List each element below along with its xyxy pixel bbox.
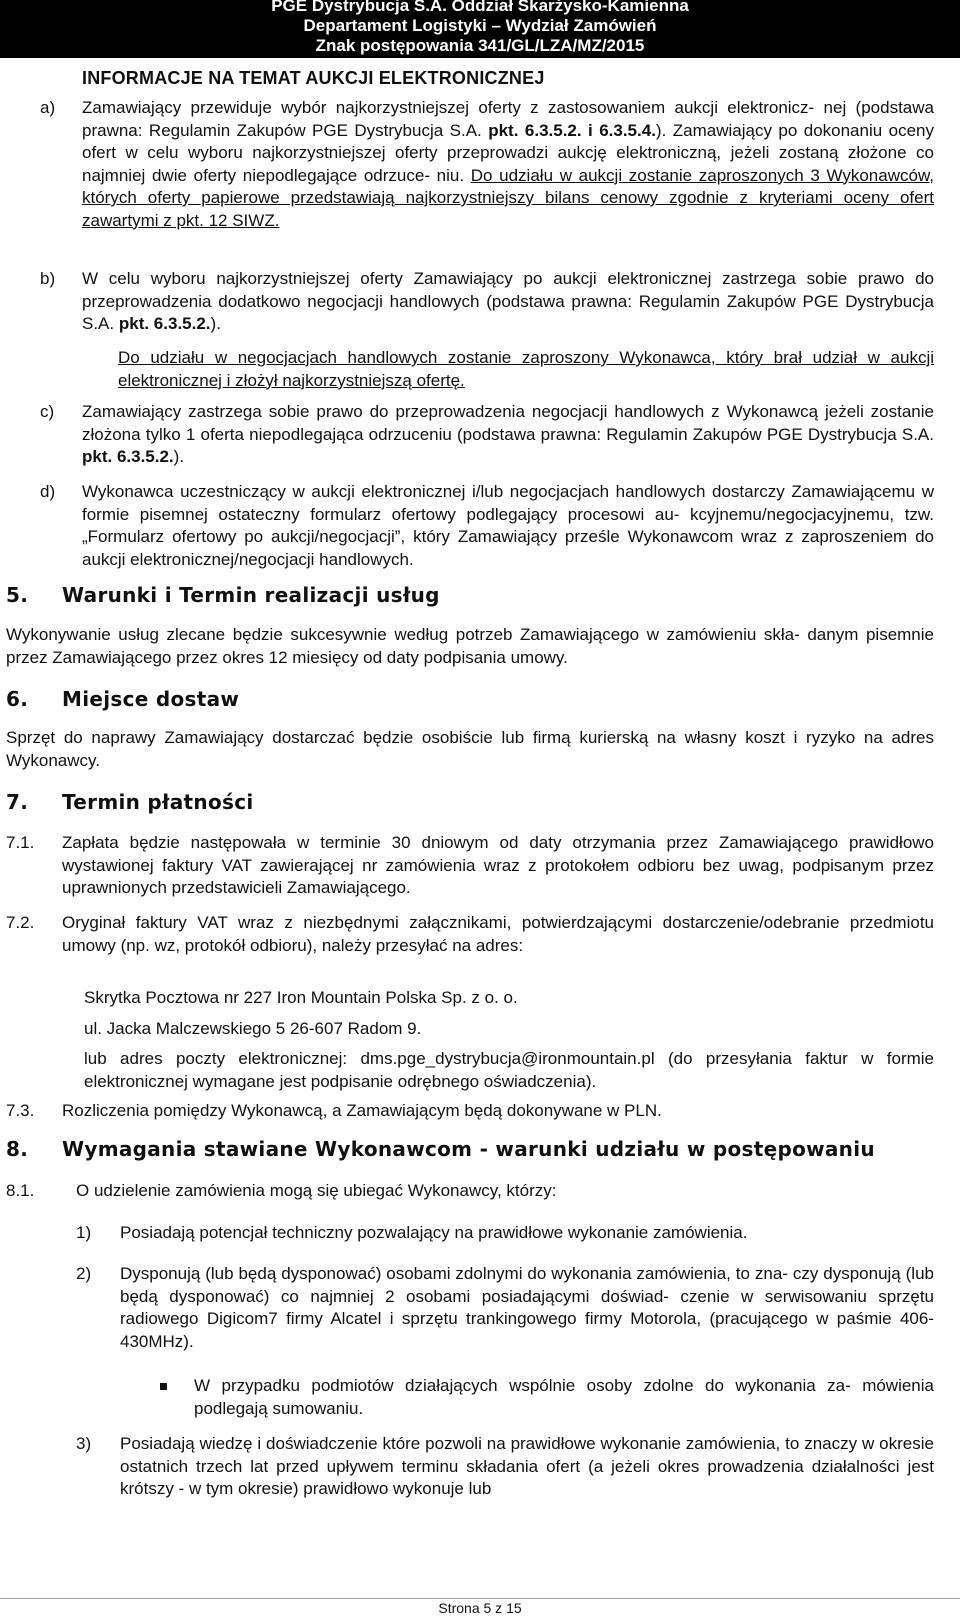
section-8-title: Wymagania stawiane Wykonawcom - warunki udziału w postępowaniu [62, 1137, 875, 1161]
item-d-marker: d) [40, 482, 56, 501]
address-email: lub adres poczty elektronicznej: dms.pge_dystrybucja@ironmountain.pl (do przesyłania faktur w formie elektronicznej wymagane jest podpisanie odrębnego oświadczenia). [84, 1049, 934, 1091]
section-7-title: Termin płatności [62, 790, 254, 814]
auction-title: INFORMACJE NA TEMAT AUKCJI ELEKTRONICZNEJ [82, 68, 545, 88]
item-d-paragraph: Wykonawca uczestniczący w aukcji elektronicznej i/lub negocjacjach handlowych dostarczy Zamawiającemu w formie pisemnej ostateczny formularz ofertowy podlegający procesowi au- kcyjnemu/negocjacyjnemu, tzw. „Formularz ofertowy po aukcji/negocjacji”, który Zamawiający prześle Wykonawcom wraz z zaproszeniem do aukcji elektronicznej/negocjacji handlowych. [82, 482, 934, 569]
item-b-paragraph: W celu wyboru najkorzystniejszej oferty Zamawiający po aukcji elektronicznej zastrzega sobie prawo do przeprowadzenia dodatkowo negocjacji handlowych (podstawa prawna: Regulamin Zakupów PGE Dystrybucja S.A. pkt. 6.3.5.2.). [82, 269, 934, 333]
section-6-number: 6. [6, 687, 29, 711]
point-8-1-number: 8.1. [6, 1181, 35, 1200]
address-line-2: ul. Jacka Malczewskiego 5 26-607 Radom 9. [84, 1019, 422, 1038]
item-a-marker: a) [40, 98, 56, 117]
header-department: Departament Logistyki – Wydział Zamówień [303, 16, 657, 35]
point-7-2-text: Oryginał faktury VAT wraz z niezbędnymi załącznikami, potwierdzającymi dostarczenie/odebranie przedmiotu umowy (np. wz, protokół odbioru), należy przesyłać na adres: [62, 913, 934, 955]
req-2-bullet-text: W przypadku podmiotów działających wspólnie osoby zdolne do wykonania za- mówienia podlegają sumowaniu. [194, 1376, 934, 1418]
address-line-1: Skrytka Pocztowa nr 227 Iron Mountain Polska Sp. z o. o. [84, 988, 518, 1007]
section-6-title: Miejsce dostaw [62, 687, 240, 711]
section-7-number: 7. [6, 790, 29, 814]
section-6-body: Sprzęt do naprawy Zamawiający dostarczać będzie osobiście lub firmą kurierską na własny koszt i ryzyko na adres Wykonawcy. [6, 728, 934, 770]
point-7-3-text: Rozliczenia pomiędzy Wykonawcą, a Zamawiającym będą dokonywane w PLN. [62, 1101, 662, 1120]
item-a-underlined: Do udziału w aukcji zostanie zaproszonych 3 Wykonawców, których oferty papierowe przedstawiają najkorzystniejszy bilans cenowy zgodnie z kryteriami oceny ofert zawartymi z pkt. 12 SIWZ. [82, 165, 934, 230]
item-b-marker: b) [40, 269, 56, 288]
footer-divider [0, 1598, 960, 1599]
point-7-1-number: 7.1. [6, 833, 35, 852]
item-b-note: Do udziału w negocjacjach handlowych zostanie zaproszony Wykonawca, który brał udział w aukcji elektronicznej i złożył najkorzystniejszą ofertę. [118, 348, 934, 390]
req-2-text: Dysponują (lub będą dysponować) osobami zdolnymi do wykonania zamówienia, to zna- czy dysponują (lub będą dysponować) co najmniej 2 osobami posiadającymi doświad- czenie w serwisowaniu sprzętu radiowego Digicom7 firmy Alcatel i sprzętu trankingowego firmy Motorola, (pracującego w paśmie 406-430MHz). [120, 1264, 934, 1351]
page-number: Strona 5 z 15 [438, 1600, 522, 1616]
header-company: PGE Dystrybucja S.A. Oddział Skarżysko-Kamienna [271, 0, 689, 15]
req-3-text: Posiadają wiedzę i doświadczenie które pozwoli na prawidłowe wykonanie zamówienia, to znaczy w okresie ostatnich trzech lat przed upływem terminu składania ofert (a jeżeli okres prowadzenia działalności jest krótszy - w tym okresie) prawidłowo wykonuje lub [120, 1434, 934, 1498]
req-2-number: 2) [76, 1264, 92, 1283]
section-5-title: Warunki i Termin realizacji usług [62, 583, 440, 607]
req-1-number: 1) [76, 1223, 92, 1242]
point-7-3-number: 7.3. [6, 1101, 35, 1120]
item-c-paragraph: Zamawiający zastrzega sobie prawo do przeprowadzenia negocjacji handlowych z Wykonawcą jeżeli zostanie złożona tylko 1 oferta niepodlegająca odrzuceniu (podstawa prawna: Regulamin Zakupów PGE Dystrybucja S.A. pkt. 6.3.5.2.). [82, 402, 934, 466]
section-5-number: 5. [6, 583, 29, 607]
req-1-text: Posiadają potencjał techniczny pozwalający na prawidłowe wykonanie zamówienia. [120, 1223, 748, 1242]
square-bullet-icon [160, 1383, 167, 1390]
point-7-2-number: 7.2. [6, 913, 35, 932]
point-7-1-text: Zapłata będzie następowała w terminie 30 dniowym od daty otrzymania przez Zamawiającego prawidłowo wystawionej faktury VAT zawierającej nr zamówienia wraz z protokołem odbioru bez uwag, podpisanym przez uprawnionych przedstawicieli Zamawiającego. [62, 833, 934, 897]
req-3-number: 3) [76, 1434, 92, 1453]
point-8-1-text: O udzielenie zamówienia mogą się ubiegać Wykonawcy, którzy: [76, 1181, 557, 1200]
item-c-marker: c) [40, 402, 55, 421]
section-5-body: Wykonywanie usług zlecane będzie sukcesywnie według potrzeb Zamawiającego w zamówieniu skła- danym pisemnie przez Zamawiającego przez okres 12 miesięcy od daty podpisania umowy. [6, 625, 934, 667]
section-8-number: 8. [6, 1137, 29, 1161]
item-a-paragraph: Zamawiający przewiduje wybór najkorzystniejszej oferty z zastosowaniem aukcji elektronicz- nej (podstawa prawna: Regulamin Zakupów PGE Dystrybucja S.A. pkt. 6.3.5.2. i 6.3.5.4.). Zamawiający po dokonaniu oceny ofert w celu wyboru najkorzystniejszej oferty przeprowadzi aukcję elektroniczną, jeżeli zostaną złożone co najmniej dwie oferty niepodlegające odrzuce- niu. Do udziału w aukcji zostanie zaproszonych 3 Wykonawców, których oferty papierowe przedstawiają najkorzystniejszy bilans cenowy zgodnie z kryteriami oceny ofert zawartymi z pkt. 12 SIWZ. [82, 98, 935, 230]
header-reference: Znak postępowania 341/GL/LZA/MZ/2015 [315, 36, 645, 55]
